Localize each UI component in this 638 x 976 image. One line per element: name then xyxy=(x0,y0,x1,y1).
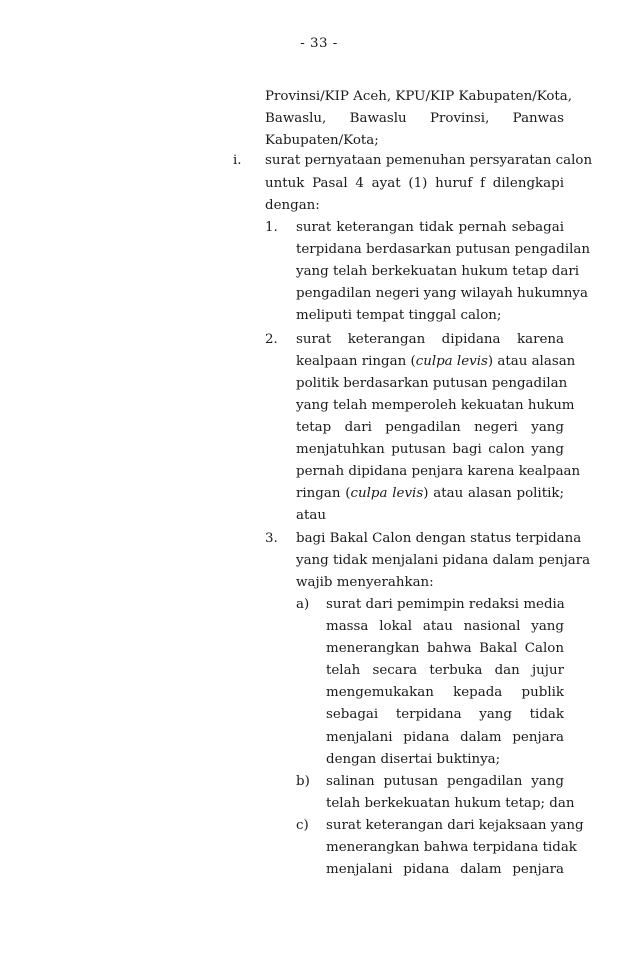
text-line: wajib menyerahkan: xyxy=(296,575,434,590)
text-line: sebagai terpidana yang tidak xyxy=(326,707,564,722)
text-line: telah secara terbuka dan jujur xyxy=(326,663,564,678)
italic-term: culpa levis xyxy=(350,486,424,501)
text-line: pernah dipidana penjara karena kealpaan xyxy=(296,464,581,479)
text-line: bagi Bakal Calon dengan status terpidana xyxy=(296,531,582,546)
text-line: mengemukakan kepada publik xyxy=(326,685,564,700)
list-marker: 1. xyxy=(265,220,278,235)
text-line: menjalani pidana dalam penjara xyxy=(326,862,564,877)
text-line: menerangkan bahwa terpidana tidak xyxy=(326,840,577,855)
text-line: politik berdasarkan putusan pengadilan xyxy=(296,376,568,391)
text-line: Bawaslu, Bawaslu Provinsi, Panwas xyxy=(265,111,564,126)
text-line: pengadilan negeri yang wilayah hukumnya xyxy=(296,286,588,301)
text-line: terpidana berdasarkan putusan pengadilan xyxy=(296,242,591,257)
list-marker: a) xyxy=(296,597,310,612)
text-line: surat keterangan dipidana karena xyxy=(296,332,564,347)
text-line xyxy=(296,351,576,373)
text-segment: kealpaan ringan ( xyxy=(296,354,416,369)
text-line: yang tidak menjalani pidana dalam penjara xyxy=(296,553,591,568)
text-line: telah berkekuatan hukum tetap; dan xyxy=(326,796,575,811)
text-segment: ) atau alasan xyxy=(487,354,576,369)
text-line xyxy=(296,483,564,505)
list-marker: c) xyxy=(296,818,309,833)
text-line: meliputi tempat tinggal calon; xyxy=(296,308,502,323)
italic-term: culpa levis xyxy=(415,354,488,369)
text-line: yang telah memperoleh kekuatan hukum xyxy=(296,398,575,413)
text-line: Provinsi/KIP Aceh, KPU/KIP Kabupaten/Kota, xyxy=(265,89,573,104)
text-line: massa lokal atau nasional yang xyxy=(326,619,564,634)
text-line: dengan disertai buktinya; xyxy=(326,752,501,767)
text-line: yang telah berkekuatan hukum tetap dari xyxy=(296,264,580,279)
list-marker: 3. xyxy=(265,531,278,546)
text-segment: ringan ( xyxy=(296,486,351,501)
text-segment: ) atau alasan politik; xyxy=(423,486,564,501)
text-line: salinan putusan pengadilan yang xyxy=(326,774,564,789)
text-line: menjalani pidana dalam penjara xyxy=(326,730,564,745)
text-line: surat keterangan tidak pernah sebagai xyxy=(296,220,564,235)
text-line: dengan: xyxy=(265,198,320,213)
text-line: surat keterangan dari kejaksaan yang xyxy=(326,818,584,833)
text-line: atau xyxy=(296,508,326,523)
list-marker: i. xyxy=(233,153,242,168)
text-line: menjatuhkan putusan bagi calon yang xyxy=(296,442,564,457)
text-line: surat pernyataan pemenuhan persyaratan calon xyxy=(265,153,593,168)
text-line: menerangkan bahwa Bakal Calon xyxy=(326,641,564,656)
list-marker: 2. xyxy=(265,332,278,347)
page-number: - 33 - xyxy=(300,36,338,51)
text-line: untuk Pasal 4 ayat (1) huruf f dilengkapi xyxy=(265,176,564,191)
text-line: surat dari pemimpin redaksi media xyxy=(326,597,565,612)
list-marker: b) xyxy=(296,774,310,789)
text-line: Kabupaten/Kota; xyxy=(265,133,379,148)
text-line: tetap dari pengadilan negeri yang xyxy=(296,420,564,435)
